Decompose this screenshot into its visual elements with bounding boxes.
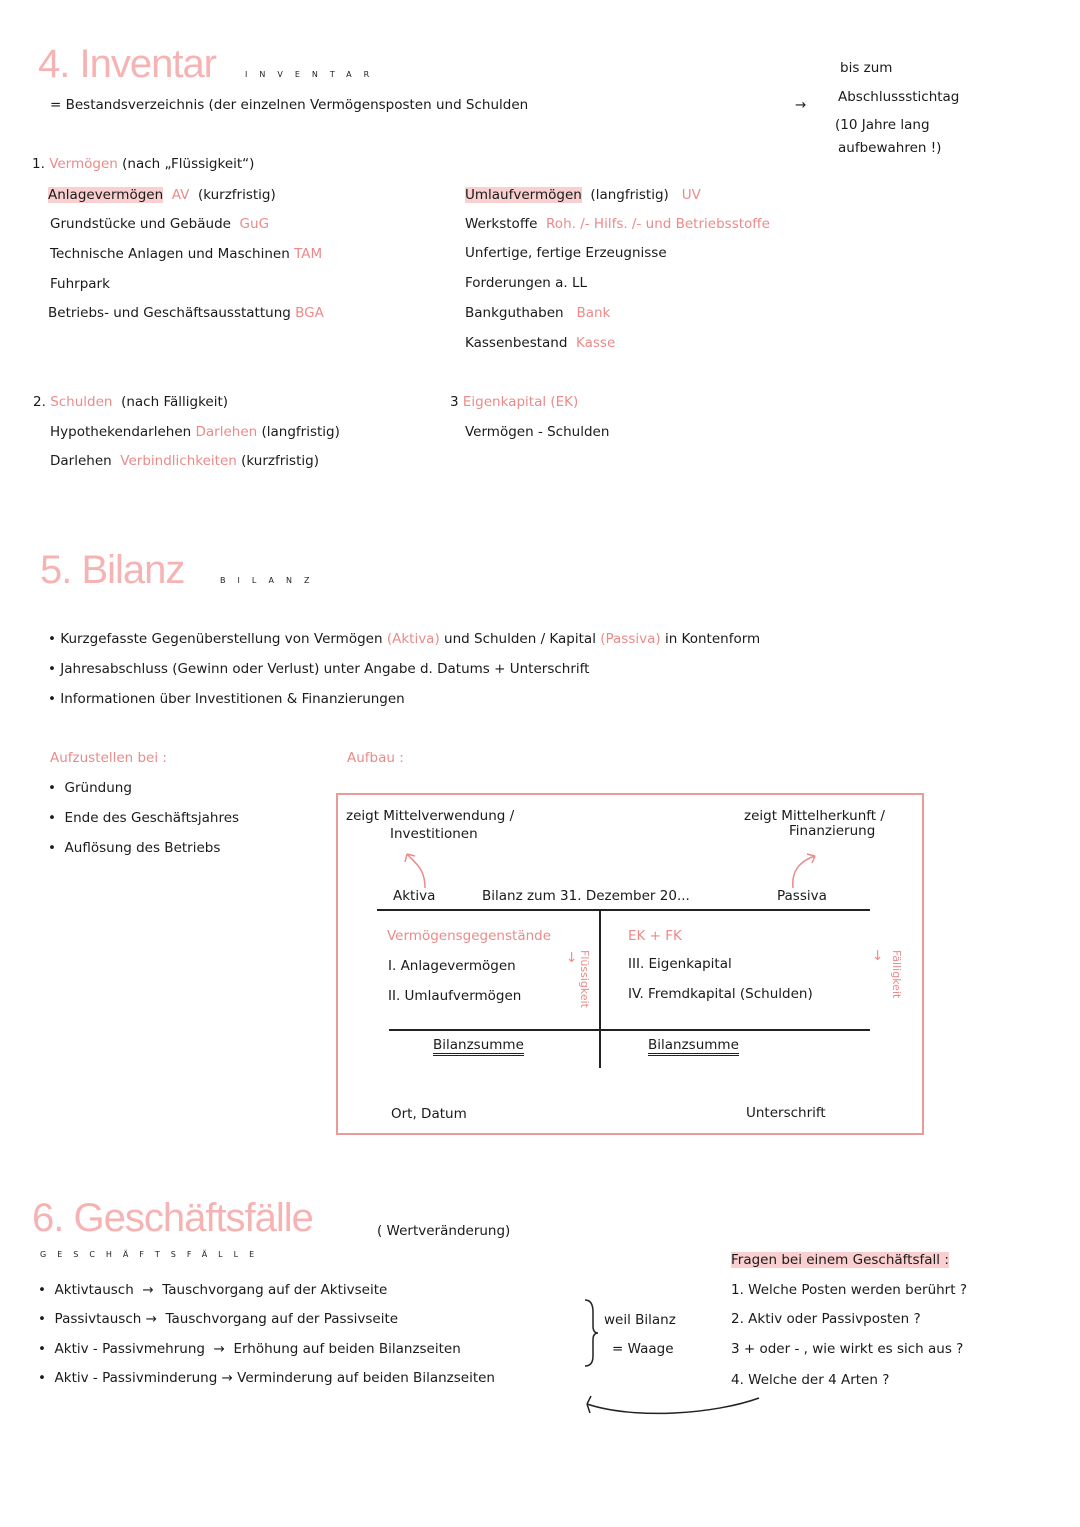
t: Kurzgefasste Gegenüberstellung von Vermögen [60,631,387,647]
brace-note: weil Bilanz [604,1312,676,1328]
divider [599,911,601,1068]
av-item [50,246,322,262]
rest: (nach Fälligkeit) [121,394,229,410]
a: Bank [576,305,611,321]
bullet: • Jahresabschluss (Gewinn oder Verlust) unter Angabe d. Datums + Unterschrift [48,661,590,677]
uv-item: Forderungen a. LL [465,275,588,291]
note-line: aufbewahren !) [838,140,942,156]
right-item: III. Eigenkapital [628,956,732,972]
t: Ende des Geschäftsjahres [64,810,240,826]
rest: (langfristig) [590,187,669,203]
schulden-heading [33,394,228,410]
list-item: • Ende des Geschäftsjahres [48,810,240,826]
t: (Aktiva) [386,631,440,647]
bullet: • Informationen über Investitionen & Finanzierungen [48,691,405,707]
note-line: bis zum [840,60,893,76]
right-item: IV. Fremdkapital (Schulden) [628,986,813,1002]
av-item: Fuhrpark [50,276,110,292]
left-note: zeigt Mittelverwendung / [346,808,515,824]
place-date: Ort, Datum [391,1106,467,1122]
a: Kasse [576,335,616,351]
d: Tauschvorgang auf der Passivseite [165,1311,399,1327]
right-note: Finanzierung [789,823,876,839]
label: Eigenkapital (EK) [462,394,579,410]
bilanz-title: 5. Bilanz [40,548,185,592]
schulden-item [50,424,340,440]
question: 3 + oder - , wie wirkt es sich aus ? [731,1341,964,1357]
d: Erhöhung auf beiden Bilanzseiten [233,1341,461,1357]
right-head: EK + FK [628,928,682,944]
arrow-right-icon: → [795,97,807,113]
t: in Kontenform [660,631,761,647]
num: 1. [32,156,45,172]
abbr: AV [171,187,190,203]
questions-title: Fragen bei einem Geschäftsfall : [731,1252,949,1268]
rest: (nach „Flüssigkeit“) [122,156,255,172]
a: TAM [294,246,323,262]
left-head: Vermögensgegenstände [387,928,552,944]
case-item: • Passivtausch → Tauschvorgang auf der Passivseite [38,1311,399,1327]
av-heading [48,187,276,203]
geschaeftsfaelle-subtitle: GESCHÄFTSFÄLLE [40,1250,266,1259]
uv-item [465,216,770,232]
curved-arrow-icon [395,848,435,890]
wertveraenderung-note: ( Wertveränderung) [377,1223,511,1239]
a: Verbindlichkeiten [120,453,237,469]
t: Aktiv - Passivmehrung [54,1341,205,1357]
aufzustellen-heading: Aufzustellen bei : [50,750,167,766]
uv-item [465,305,610,321]
case-item: • Aktivtausch → Tauschvorgang auf der Aktivseite [38,1282,388,1298]
geschaeftsfaelle-title: 6. Geschäftsfälle [32,1196,313,1240]
left-note: Investitionen [390,826,478,842]
t: Betriebs- und Geschäftsausstattung [48,305,291,321]
num: 2. [33,394,46,410]
sum-left: Bilanzsumme [433,1037,524,1056]
d: Tauschvorgang auf der Aktivseite [162,1282,388,1298]
t: Hypothekendarlehen [50,424,192,440]
rest: (kurzfristig) [197,187,276,203]
ek-formula: Vermögen - Schulden [465,424,610,440]
list-item: • Gründung [48,780,132,796]
t: Technische Anlagen und Maschinen [50,246,290,262]
av-item [48,305,324,321]
inventar-definition: = Bestandsverzeichnis (der einzelnen Vermögensposten und Schulden [50,97,529,113]
case-item: • Aktiv - Passivmehrung → Erhöhung auf beiden Bilanzseiten [38,1341,461,1357]
label: Vermögen [49,156,118,172]
a: Roh. /- Hilfs. /- und Betriebsstoffe [546,216,770,232]
left-item: II. Umlaufvermögen [388,988,522,1004]
a: BGA [295,305,324,321]
case-item: • Aktiv - Passivminderung → Verminderung auf beiden Bilanzseiten [38,1370,495,1386]
label: Umlaufvermögen [465,187,582,203]
abbr: UV [681,187,701,203]
t: Passivtausch [54,1311,142,1327]
a: Darlehen [195,424,258,440]
r: (kurzfristig) [241,453,319,469]
label: Anlagevermögen [48,187,164,203]
t: Aktivtausch [54,1282,134,1298]
t: Werkstoffe [465,216,538,232]
right-note: zeigt Mittelherkunft / [744,808,885,824]
left-vert: Flüssigkeit [578,950,591,1008]
question: 1. Welche Posten werden berührt ? [731,1282,967,1298]
left-item: I. Anlagevermögen [388,958,516,974]
d: Verminderung auf beiden Bilanzseiten [237,1370,495,1386]
uv-heading [465,187,701,203]
question: 4. Welche der 4 Arten ? [731,1372,890,1388]
aufbau-heading: Aufbau : [347,750,404,766]
label: Schulden [50,394,113,410]
note-line: Abschlussstichtag [838,89,960,105]
curved-arrow-icon [575,1392,765,1422]
inventar-subtitle: INVENTAR [245,70,382,79]
curved-arrow-icon [785,848,825,890]
signature: Unterschrift [746,1105,826,1121]
question: 2. Aktiv oder Passivposten ? [731,1311,921,1327]
divider [389,1029,870,1031]
right-vert: Fälligkeit [890,950,903,999]
aktiva-label: Aktiva [393,888,436,904]
t: Grundstücke und Gebäude [50,216,231,232]
note-line: (10 Jahre lang [835,117,930,133]
vermoegen-heading [32,156,254,172]
schulden-item [50,453,319,469]
arrow-down-icon: ↓ [872,948,884,964]
t: und Schulden / Kapital [439,631,601,647]
ek-heading [450,394,578,410]
bullet: • Kurzgefasste Gegenüberstellung von Vermögen (Aktiva) und Schulden / Kapital (Passiva) in Kontenform [48,631,761,647]
t: Auflösung des Betriebs [64,840,221,856]
t: (Passiva) [600,631,661,647]
brace-note: = Waage [612,1341,674,1357]
sum-right: Bilanzsumme [648,1037,739,1056]
av-item [50,216,269,232]
bilanz-heading: Bilanz zum 31. Dezember 20... [482,888,690,904]
num: 3 [450,394,459,410]
t: Gründung [64,780,132,796]
uv-item [465,335,615,351]
passiva-label: Passiva [777,888,827,904]
divider [377,909,870,911]
uv-item: Unfertige, fertige Erzeugnisse [465,245,667,261]
bilanz-subtitle: BILANZ [220,576,322,585]
t: Darlehen [50,453,112,469]
t: Aktiv - Passivminderung [54,1370,218,1386]
t: Kassenbestand [465,335,568,351]
a: GuG [239,216,270,232]
inventar-title: 4. Inventar [38,42,217,86]
list-item: • Auflösung des Betriebs [48,840,221,856]
t: Informationen über Investitionen & Finanzierungen [60,691,405,707]
t: Bankguthaben [465,305,564,321]
arrow-down-icon: ↓ [566,950,578,966]
r: (langfristig) [261,424,340,440]
brace-icon [583,1298,599,1368]
t: Jahresabschluss (Gewinn oder Verlust) unter Angabe d. Datums + Unterschrift [60,661,590,677]
